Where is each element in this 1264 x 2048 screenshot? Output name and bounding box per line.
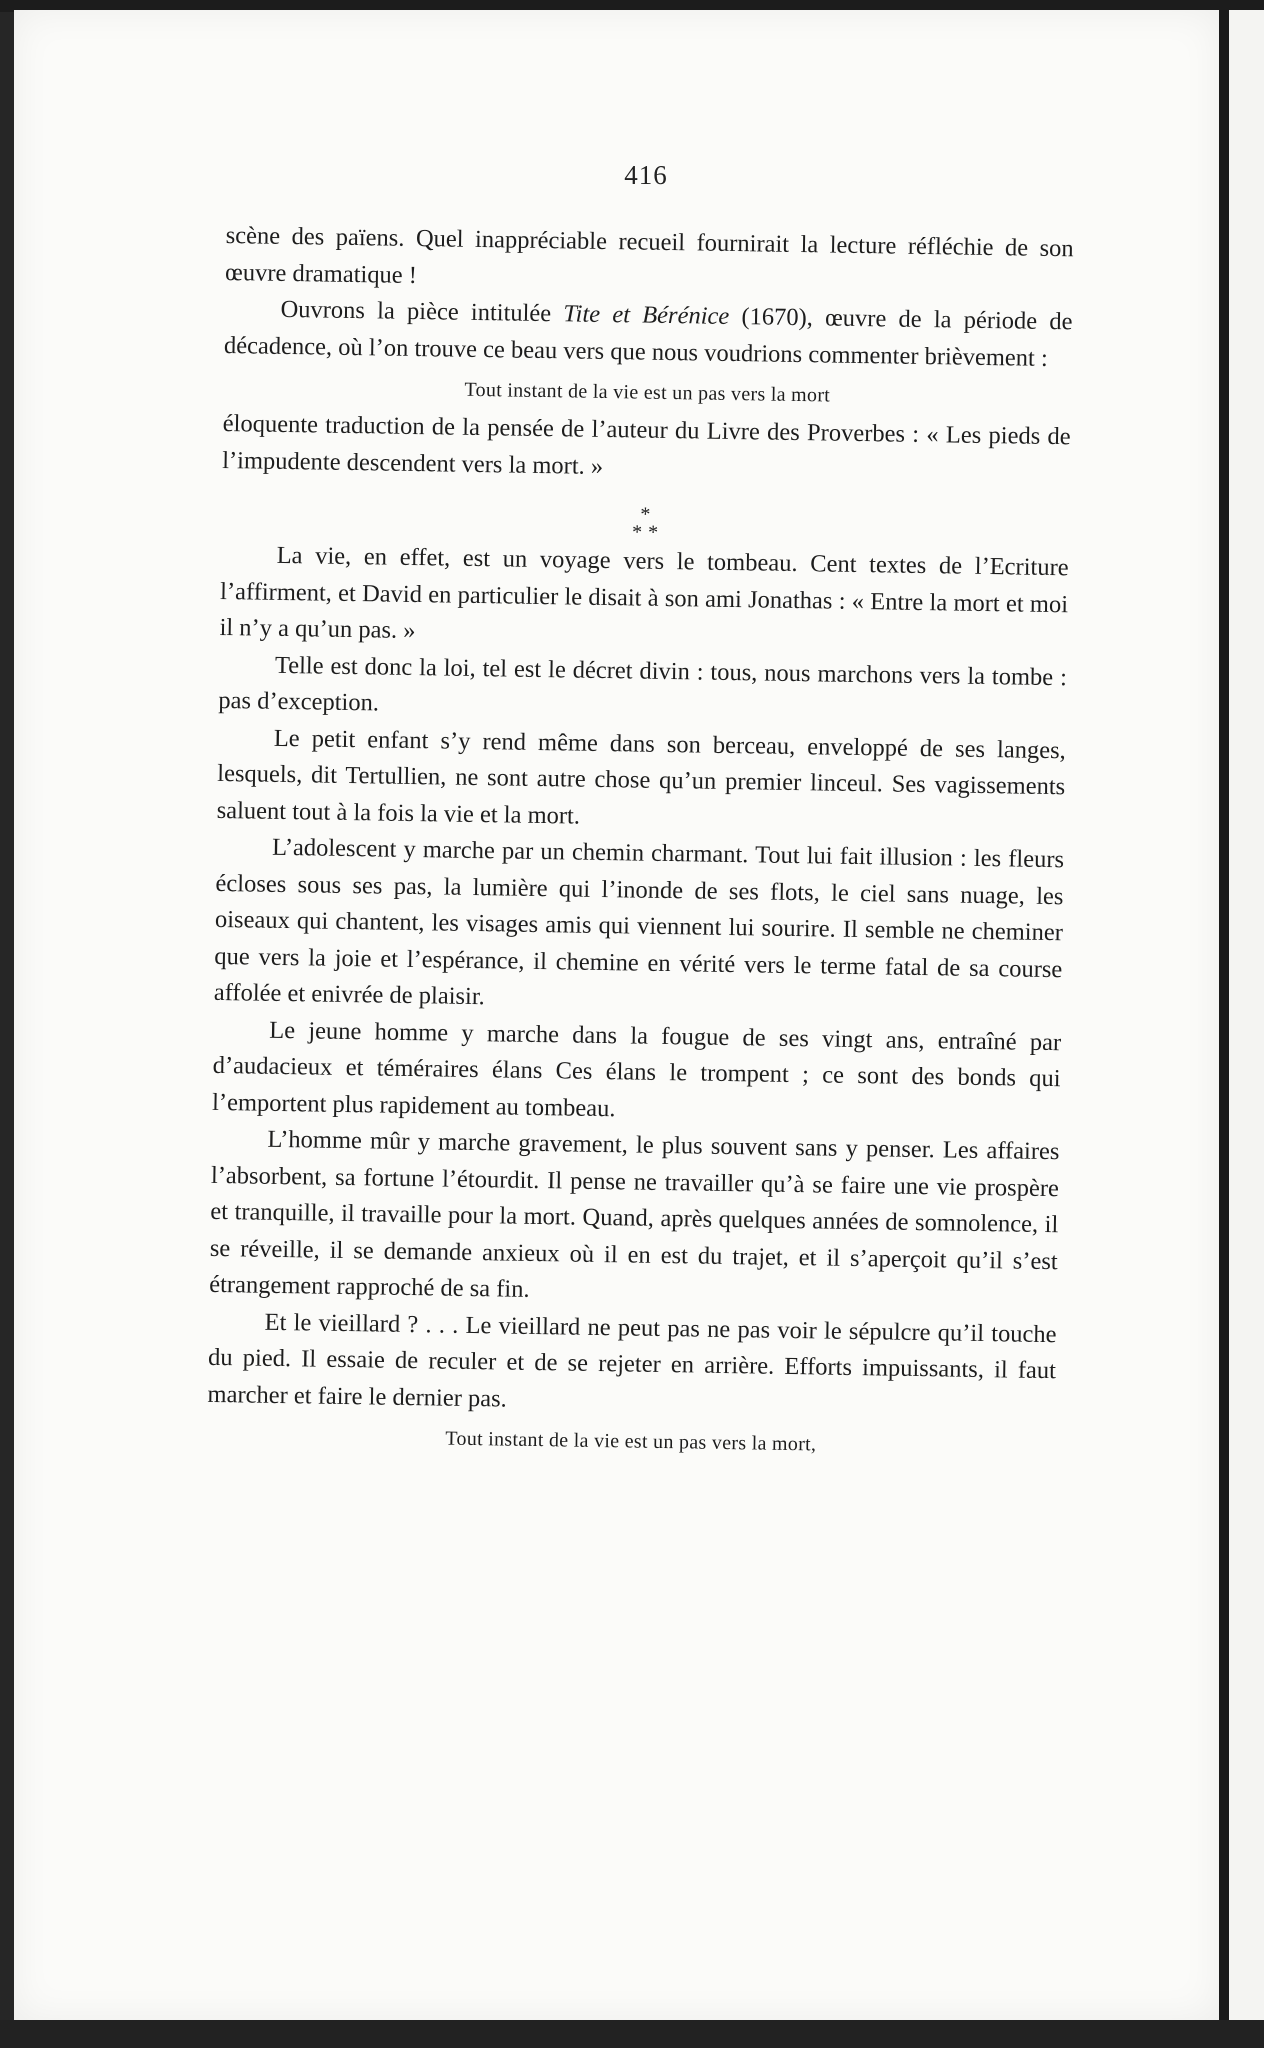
paragraph-10: Et le vieillard ? . . . Le vieillard ne peut pas ne pas voir le sépulcre qu’il touche du pied. Il essaie de reculer et de se rejeter en arrière. Efforts impuissants, il faut marcher et faire le dernier pas. xyxy=(207,1308,1057,1413)
paragraph-9: L’homme mûr y marche gravement, le plus souvent sans y penser. Les affaires l’absorbent, sa fortune l’étourdit. Il pense ne travailler qu’à se faire une vie prospère et tranquille, il travaille pour la mort. Quand, après quelques années de somnolence, il se réveille, il se demande anxieux où il en est du trajet, et il s’aperçoit qu’il s’est étrangement rapproché de sa fin. xyxy=(209,1125,1060,1303)
asterism-bottom: ** xyxy=(631,521,665,544)
paragraph-6: Le petit enfant s’y rend même dans son berceau, enveloppé de ses langes, lesquels, dit Tertullien, ne sont autre chose qu’un premier linceul. Ses vagissements saluent tout à la fois la vie et la mort. xyxy=(216,724,1066,830)
verse-quote-2: Tout instant de la vie est un pas vers la mort, xyxy=(445,1427,817,1456)
paragraph-8: Le jeune homme y marche dans la fougue de ses vingt ans, entraîné par d’audacieux et téméraires élans Ces élans le trompent ; ce sont des bonds qui l’emportent plus rapidement au tombeau. xyxy=(211,1016,1062,1122)
verse-quote-1: Tout instant de la vie est un pas vers la mort xyxy=(464,378,831,407)
play-title: Tite et Bérénice xyxy=(563,300,730,330)
paragraph-2-text-b: (1670), œuvre de la période de décadence, où l’on trouve ce beau vers que nous voudrions commenter brièvement : xyxy=(223,302,1073,372)
paragraph-4: La vie, en effet, est un voyage vers le tombeau. Cent textes de l’Ecriture l’affirment, et David en particulier le disait à son ami Jonathas : « Entre la mort et moi il n’y a qu’un pas. » xyxy=(219,541,1069,645)
paragraph-3: éloquente traduction de la pensée de l’auteur du Livre des Proverbes : « Les pieds de l’impudente descendent vers la mort. » xyxy=(221,409,1071,480)
asterism-top: * xyxy=(640,503,651,526)
scan-border-bottom xyxy=(0,2020,1264,2048)
paragraph-5: Telle est donc la loi, tel est le décret divin : tous, nous marchons vers la tombe : pas d’exception. xyxy=(218,651,1068,717)
next-page-edge xyxy=(1219,10,1264,2020)
paragraph-2 xyxy=(224,291,1073,377)
paragraph-1: scène des païens. Quel inappréciable recueil fournirait la lecture réfléchie de son œuvre dramatique ! xyxy=(224,221,1074,289)
page-body xyxy=(207,218,1074,1468)
paragraph-7: L’adolescent y marche par un chemin charmant. Tout lui fait illusion : les fleurs écloses sous ses pas, la lumière qui l’inonde de ses flots, le ciel sans nuage, les oiseaux qui chantent, les visages amis qui viennent lui sourire. Il semble ne cheminer que vers la joie et l’espérance, il chemine en vérité vers le terme fatal de sa course affolée et enivrée de plaisir. xyxy=(213,833,1065,1011)
page-number: 416 xyxy=(624,160,668,190)
paragraph-2-text-a: Ouvrons la pièce intitulée xyxy=(280,295,564,328)
book-page xyxy=(14,10,1219,2020)
